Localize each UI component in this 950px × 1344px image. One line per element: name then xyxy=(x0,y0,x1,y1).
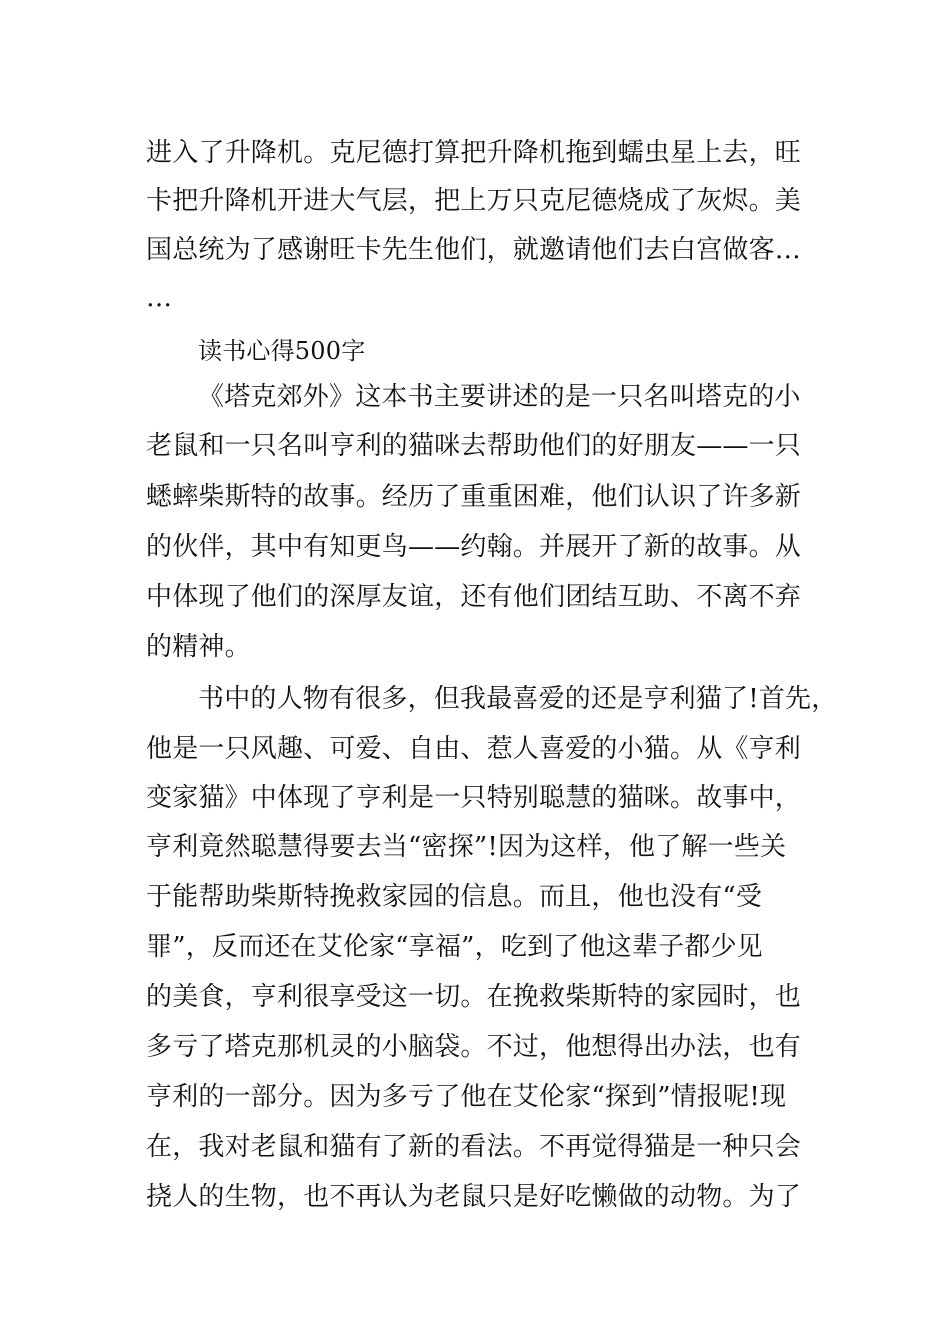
section-heading: 读书心得500字 xyxy=(198,337,366,365)
text-line: 卡把升降机开进大气层，把上万只克尼德烧成了灰烬。美 xyxy=(146,186,802,216)
text-line: 《塔克郊外》这本书主要讲述的是一只名叫塔克的小 xyxy=(198,382,801,412)
text-line: 在，我对老鼠和猫有了新的看法。不再觉得猫是一种只会 xyxy=(146,1132,802,1162)
text-line: 的精神。 xyxy=(146,632,251,662)
text-line: 多亏了塔克那机灵的小脑袋。不过，他想得出办法，也有 xyxy=(146,1032,802,1062)
text-line: 亨利的一部分。因为多亏了他在艾伦家“探到”情报呢!现 xyxy=(146,1082,787,1112)
text-line: 蟋蟀柴斯特的故事。经历了重重困难，他们认识了许多新 xyxy=(146,482,802,512)
text-line: 变家猫》中体现了亨利是一只特别聪慧的猫咪。故事中， xyxy=(146,783,802,813)
text-line: 于能帮助柴斯特挽救家园的信息。而且，他也没有“受 xyxy=(146,882,763,912)
text-line: 他是一只风趣、可爱、自由、惹人喜爱的小猫。从《亨利 xyxy=(146,734,802,764)
text-line: 中体现了他们的深厚友谊，还有他们团结互助、不离不弃 xyxy=(146,582,802,612)
text-line: 进入了升降机。克尼德打算把升降机拖到蠕虫星上去，旺 xyxy=(146,138,802,168)
text-line: 书中的人物有很多，但我最喜爱的还是亨利猫了!首先， xyxy=(198,684,838,714)
text-line: 挠人的生物，也不再认为老鼠只是好吃懒做的动物。为了 xyxy=(146,1182,802,1212)
text-line: 罪”，反而还在艾伦家“享福”，吃到了他这辈子都少见 xyxy=(146,932,763,962)
text-line: 国总统为了感谢旺卡先生他们，就邀请他们去白宫做客… xyxy=(146,235,802,265)
text-line: … xyxy=(146,283,173,313)
text-line: 的伙伴，其中有知更鸟——约翰。并展开了新的故事。从 xyxy=(146,532,802,562)
text-line: 老鼠和一只名叫亨利的猫咪去帮助他们的好朋友——一只 xyxy=(146,431,802,461)
text-line: 亨利竟然聪慧得要去当“密探”!因为这样，他了解一些关 xyxy=(146,832,787,862)
text-line: 的美食，亨利很享受这一切。在挽救柴斯特的家园时，也 xyxy=(146,982,802,1012)
